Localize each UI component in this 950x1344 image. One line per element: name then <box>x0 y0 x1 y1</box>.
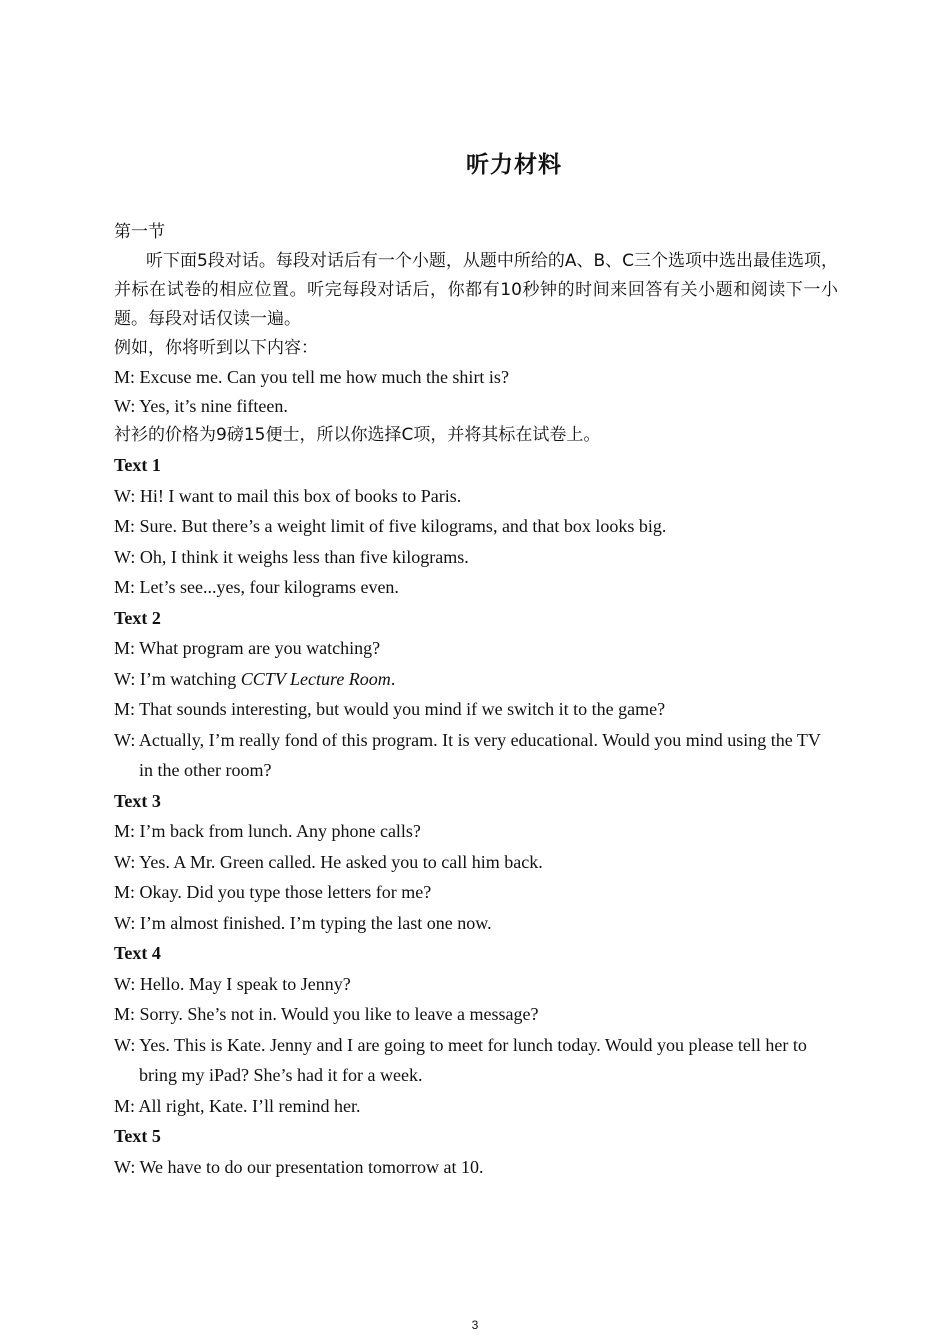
program-title: CCTV Lecture Room <box>240 668 391 689</box>
dialogue-line: M: That sounds interesting, but would you mind if we switch it to the game? <box>114 699 666 719</box>
dialogue-line: W: Actually, I’m really fond of this program. It is very educational. Would you mind using the TV in the other room? <box>114 729 821 780</box>
text-heading: Text 2 <box>114 607 161 628</box>
dialogue-line: W: Yes. This is Kate. Jenny and I are going to meet for lunch today. Would you please tell her to bring my iPad? She’s had it for a week. <box>114 1034 807 1085</box>
dialogue-line: M: I’m back from lunch. Any phone calls? <box>114 821 421 841</box>
dialogue-line: M: What program are you watching? <box>114 638 381 658</box>
dialogue-line: W: Hello. May I speak to Jenny? <box>114 973 351 994</box>
page-title: 听力材料 <box>466 152 562 178</box>
dialogue-line: W: We have to do our presentation tomorrow at 10. <box>114 1156 484 1177</box>
section-label: 第一节 <box>114 222 165 242</box>
example-line: M: Excuse me. Can you tell me how much the shirt is? <box>114 367 509 387</box>
instructions-paragraph: 听下面5段对话。每段对话后有一个小题，从题中所给的A、B、C三个选项中选出最佳选项，并标在试卷的相应位置。听完每段对话后，你都有10秒钟的时间来回答有关小题和阅读下一小题。每段对话仅读一遍。 <box>114 251 838 329</box>
dialogue-line: W: Hi! I want to mail this box of books to Paris. <box>114 485 462 506</box>
dialogue-line: M: Let’s see...yes, four kilograms even. <box>114 577 399 597</box>
line-text: W: I’m watching <box>114 668 241 689</box>
dialogue-texts <box>114 450 838 1182</box>
example-intro: 例如，你将听到以下内容： <box>114 338 318 358</box>
text-heading: Text 1 <box>114 455 161 475</box>
dialogue-line: M: Sure. But there’s a weight limit of five kilograms, and that box looks big. <box>114 516 667 536</box>
dialogue-line: W: Yes. A Mr. Green called. He asked you to call him back. <box>114 851 543 872</box>
dialogue-line <box>114 664 838 695</box>
document-body <box>114 218 838 1182</box>
text-heading: Text 5 <box>114 1126 161 1146</box>
line-text: . <box>390 668 396 689</box>
dialogue-line: M: Sorry. She’s not in. Would you like to leave a message? <box>114 1004 539 1024</box>
dialogue-line: M: All right, Kate. I’ll remind her. <box>114 1095 361 1116</box>
example-line: W: Yes, it’s nine fifteen. <box>114 396 288 416</box>
example-note: 衬衫的价格为9磅15便士，所以你选择C项，并将其标在试卷上。 <box>114 425 601 445</box>
dialogue-line: M: Okay. Did you type those letters for me? <box>114 882 432 902</box>
dialogue-line: W: Oh, I think it weighs less than five kilograms. <box>114 546 469 567</box>
page-number: 3 <box>471 1318 479 1332</box>
text-heading: Text 3 <box>114 790 161 811</box>
text-heading: Text 4 <box>114 943 161 963</box>
dialogue-line: W: I’m almost finished. I’m typing the last one now. <box>114 912 492 933</box>
